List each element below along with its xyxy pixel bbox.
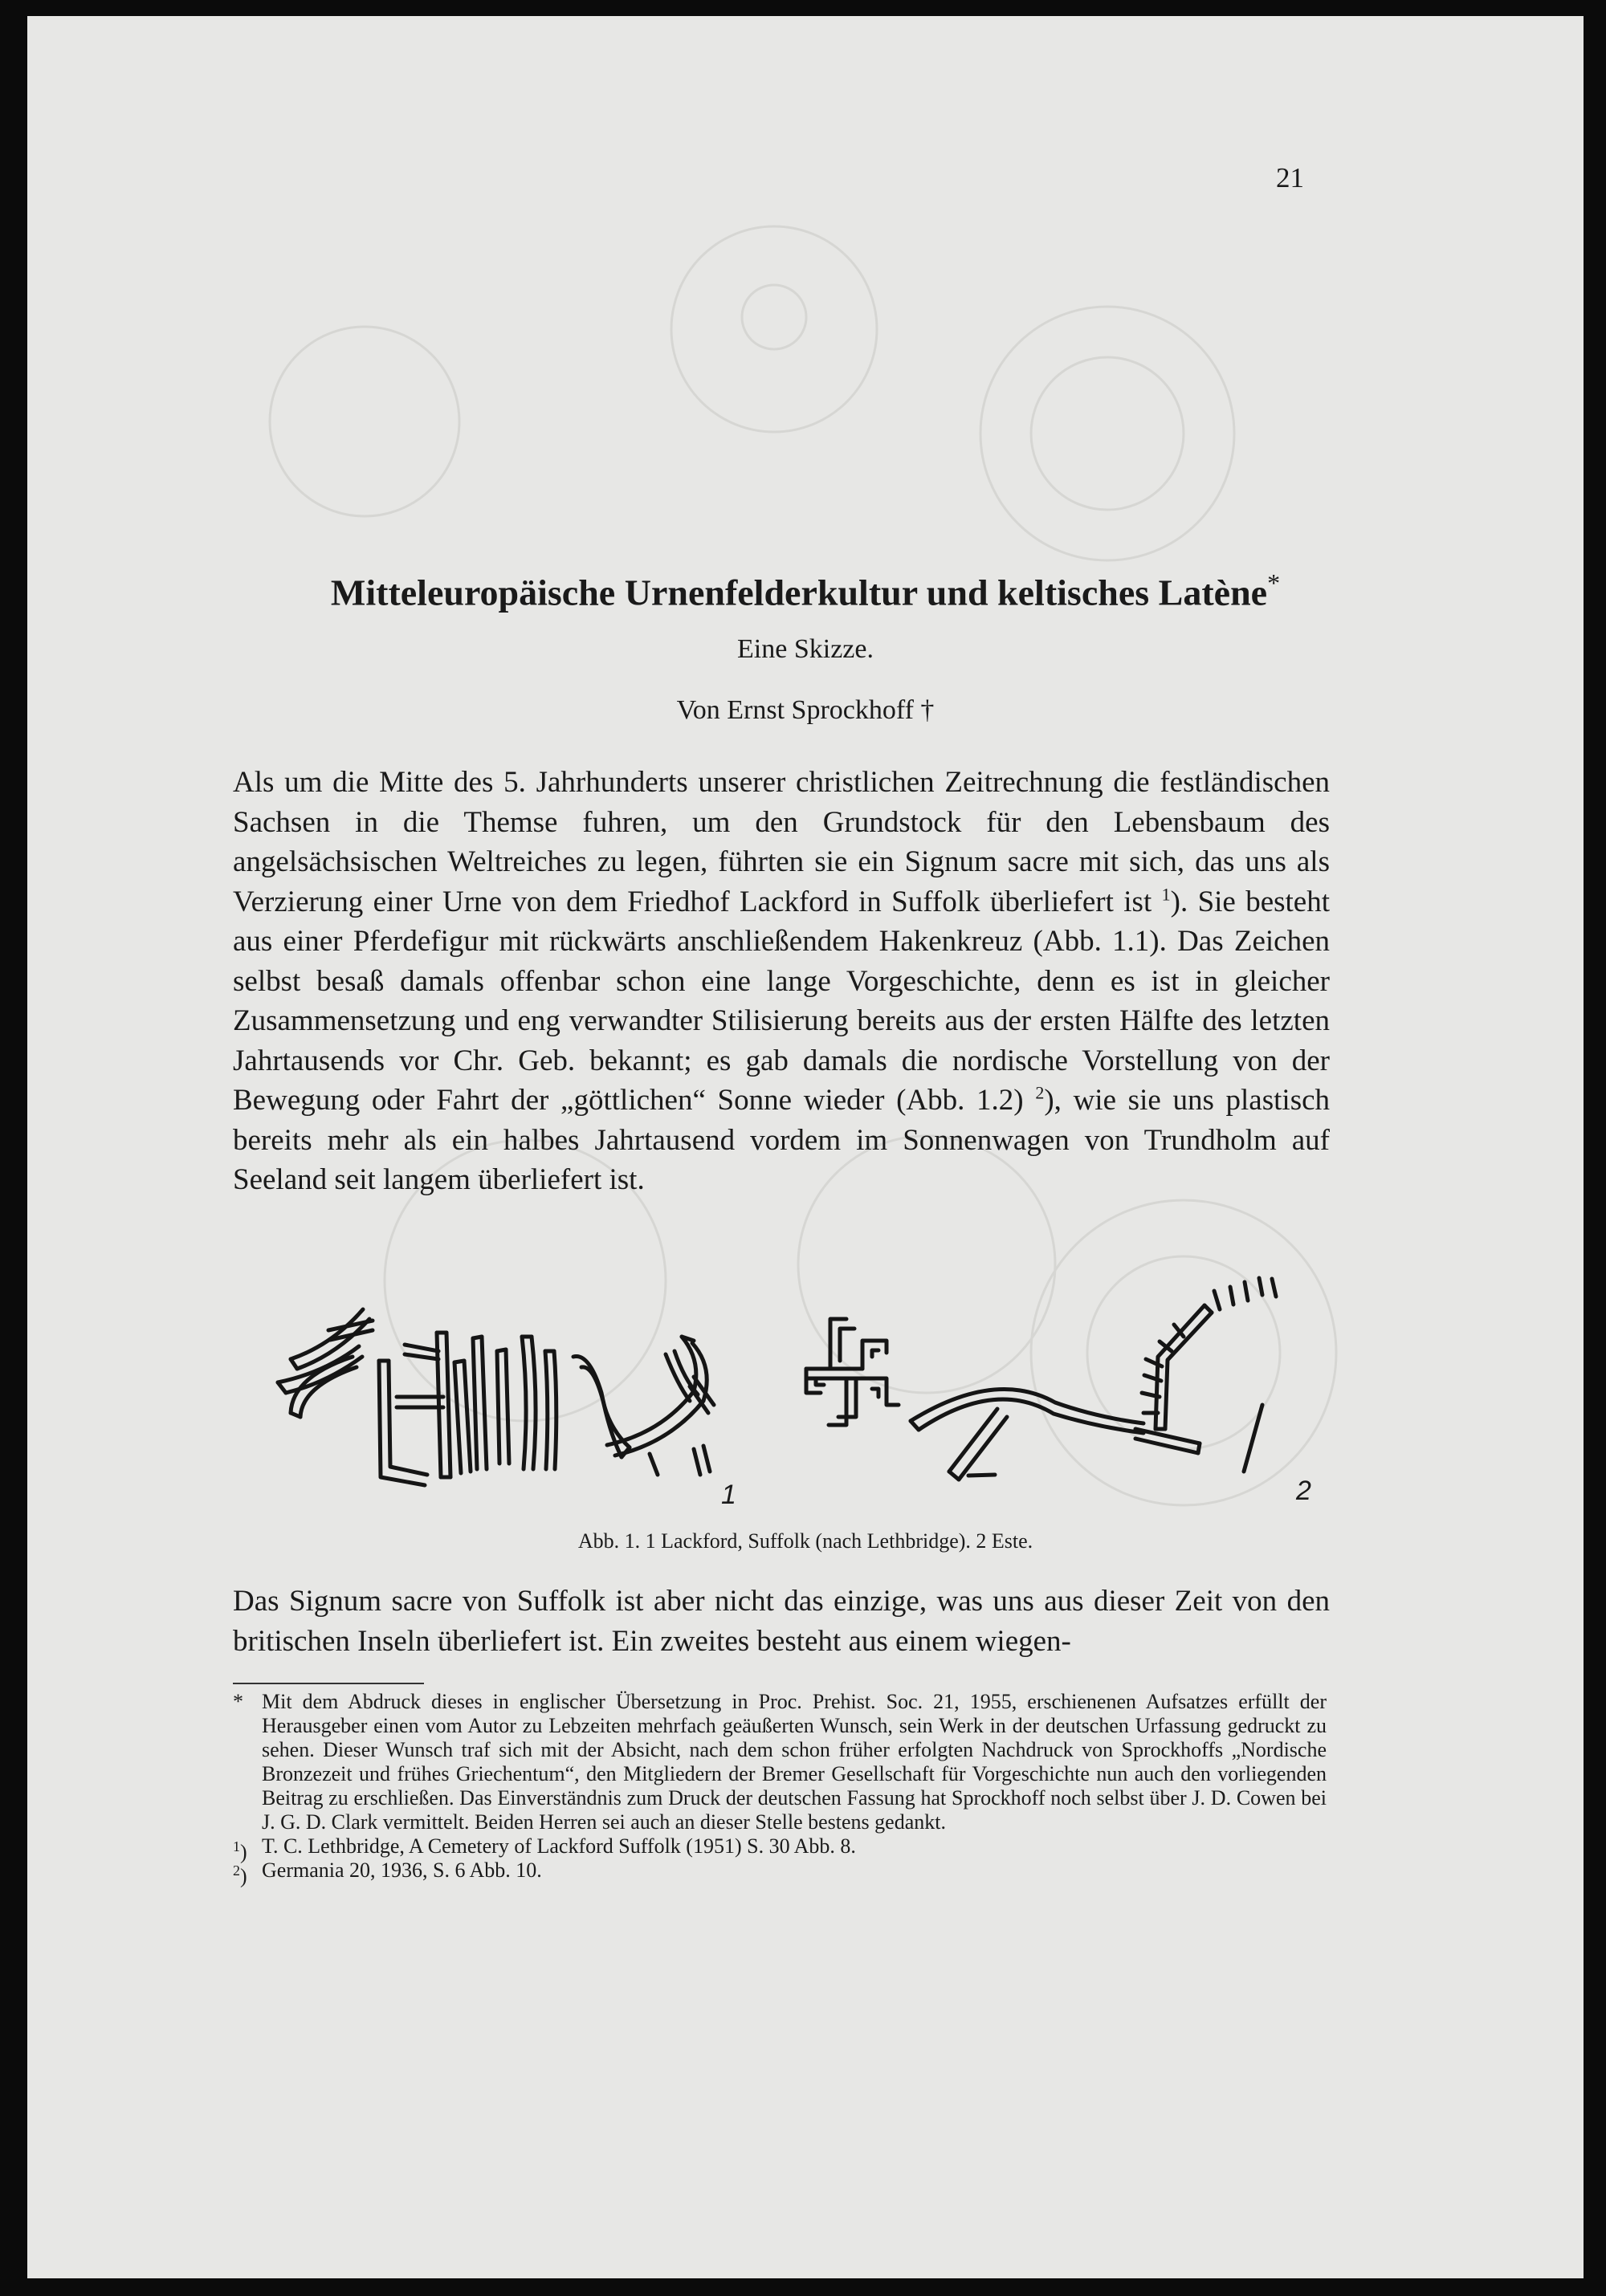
- footnote-ref-2: 2: [1035, 1082, 1045, 1103]
- swastika-sun-horse-drawing: [806, 1278, 1276, 1480]
- figure-label-2: 2: [1296, 1476, 1311, 1506]
- footnote-item: [233, 1858, 1327, 1888]
- footnote-item: [233, 1834, 1327, 1864]
- figure-1: [244, 1264, 1336, 1529]
- article-title-text: Mitteleuropäische Urnenfelderkultur und keltisches Latène: [330, 572, 1268, 613]
- article-title: [27, 568, 1584, 613]
- footnote-text: T. C. Lethbridge, A Cemetery of Lackford Suffolk (1951) S. 30 Abb. 8.: [262, 1834, 856, 1858]
- horse-swastika-sign-drawing: [278, 1309, 714, 1485]
- footnote-marker: 1: [233, 1838, 240, 1854]
- body-paragraph-2: Das Signum sacre von Suffolk ist aber nicht das einzige, was uns aus dieser Zeit von den britischen Inseln überliefert ist. Ein zweites besteht aus einem wiegen-: [233, 1585, 1330, 1658]
- paragraph-1-part-2: ). Sie besteht aus einer Pferdefigur mit rückwärts anschließendem Hakenkreuz (Abb. 1.1). Das Zeichen selbst besaß damals offenbar schon eine lange Vorgeschichte, denn es ist in gleicher Zusammensetzung und eng verwandter Stilisierung bereits aus der ersten Hälfte des letzten Jahrtausends vor Chr. Geb. bekannt; es gab damals die nordische Vorstellung von der Bewegung oder Fahrt der „göttlichen“ Sonne wieder (Abb. 1.2): [233, 885, 1331, 1117]
- footnote-text: Mit dem Abdruck dieses in englischer Übersetzung in Proc. Prehist. Soc. 21, 1955, erschienenen Aufsatzes erfüllt der Herausgeber einen vom Autor zu Lebzeiten mehrfach geäußerten Wunsch, sein Werk in der deutschen Urfassung gedruckt zu sehen. Dieser Wunsch traf sich mit der Absicht, nach dem schon früher erfolgten Nachdruck von Sprockhoffs „Nordische Bronzezeit und frühes Griechentum“, den Mitgliedern der Bremer Gesellschaft für Vorgeschichte nun auch den vorliegenden Beitrag zu erschließen. Das Einverständnis zum Druck der deutschen Fassung hat Sprockhoff noch selbst über J. D. Cowen bei J. G. D. Clark vermittelt. Beiden Herren sei auch an dieser Stelle bestens gedankt.: [262, 1690, 1327, 1834]
- footnotes: [233, 1690, 1327, 1888]
- footnote-marker-wrap: $^1$): [233, 1838, 247, 1864]
- footnote-marker-wrap: $^2$): [233, 1862, 247, 1888]
- footnote-text: Germania 20, 1936, S. 6 Abb. 10.: [262, 1858, 542, 1882]
- paragraph-1-part-3: ), wie sie uns plastisch bereits mehr als ein halbes Jahrtausend vordem im Sonnenwagen von Trundholm auf Seeland seit langem überliefert ist.: [233, 1084, 1331, 1196]
- footnote-item: [233, 1690, 1327, 1834]
- figure-label-1: 1: [721, 1480, 736, 1510]
- figure-caption: Abb. 1. 1 Lackford, Suffolk (nach Lethbridge). 2 Este.: [577, 1529, 1033, 1553]
- body-paragraph-1: [233, 763, 1330, 1200]
- title-footnote-marker: *: [1267, 568, 1281, 597]
- footnote-marker: *: [233, 1690, 243, 1713]
- page: [27, 16, 1584, 2278]
- footnote-ref-1: 1: [1161, 884, 1171, 905]
- page-number: 21: [1276, 162, 1304, 193]
- figure-1-drawing: [244, 1264, 1336, 1529]
- footnote-marker: 2: [233, 1862, 240, 1879]
- footnote-divider: [233, 1683, 424, 1684]
- article-author: Von Ernst Sprockhoff †: [676, 695, 935, 725]
- article-subtitle: Eine Skizze.: [737, 634, 874, 664]
- paragraph-1-part-1: Als um die Mitte des 5. Jahrhunderts unserer christlichen Zeitrechnung die festländischen Sachsen in die Themse fuhren, um den Grundstock für den Lebensbaum des angelsächsischen Weltreiches zu legen, führten sie ein Signum sacre mit sich, das uns als Verzierung einer Urne von dem Friedhof Lackford in Suffolk überliefert ist: [233, 766, 1330, 918]
